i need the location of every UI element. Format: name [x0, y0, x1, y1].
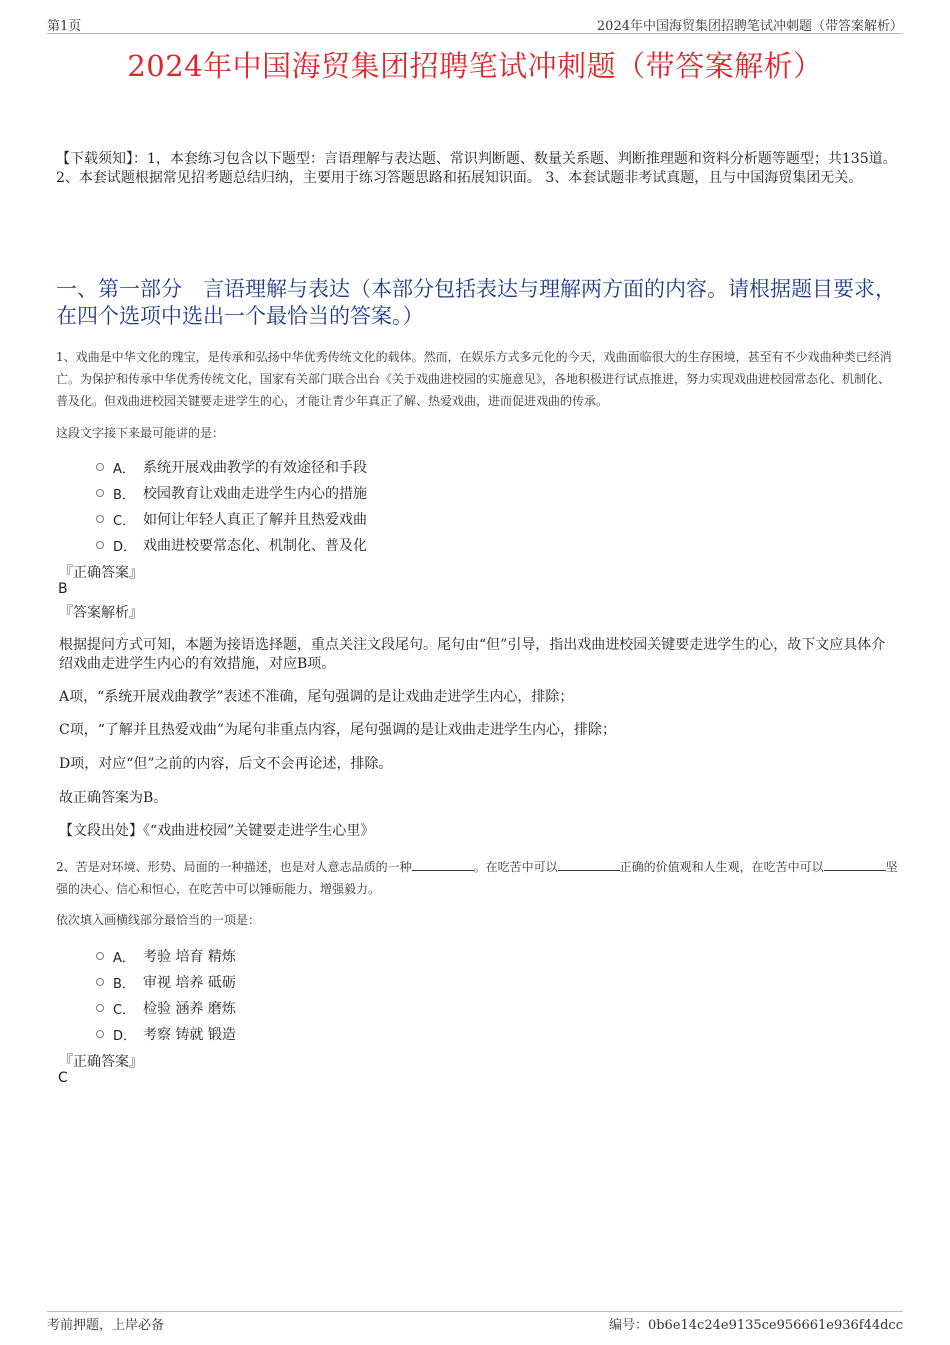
- option-letter: A．: [113, 461, 135, 477]
- fill-blank: [412, 858, 474, 871]
- option-text: 如何让年轻人真正了解并且热爱戏曲: [143, 512, 367, 528]
- document-title: 2024年中国海贸集团招聘笔试冲刺题（带答案解析）: [127, 49, 823, 83]
- source-note: 【文段出处】《“戏曲进校园”关键要走进学生心里》: [59, 823, 375, 839]
- analysis-paragraph: 根据提问方式可知，本题为接语选择题，重点关注文段尾句。尾句由“但”引导，指出戏曲进校园关键要走进学生的心，故下文应具体介绍戏曲走进学生内心的有效措施，对应B项。: [59, 637, 886, 672]
- question-1-option-a[interactable]: [96, 457, 367, 477]
- footer-slogan: 考前押题，上岸必备: [47, 1318, 165, 1333]
- analysis-paragraph: A项，“系统开展戏曲教学”表述不准确，尾句强调的是让戏曲走进学生内心，排除；: [59, 689, 574, 705]
- fill-blank: [558, 858, 620, 871]
- page-number: 第1页: [47, 19, 82, 34]
- stem-text: 坚强的决心、信心和恒心，在吃苦中可以锤砺能力、增强毅力。: [56, 860, 898, 896]
- option-letter: B．: [113, 976, 135, 992]
- option-letter: C．: [113, 1002, 136, 1018]
- option-text: 戏曲进校要常态化、机制化、普及化: [143, 538, 367, 554]
- option-letter: A．: [113, 950, 135, 966]
- radio-icon[interactable]: [96, 463, 104, 471]
- question-1-lead: 这段文字接下来最可能讲的是：: [56, 426, 225, 440]
- option-text: 系统开展戏曲教学的有效途径和手段: [143, 460, 367, 476]
- option-text: 校园教育让戏曲走进学生内心的措施: [143, 486, 367, 502]
- stem-text: 。在吃苦中可以: [473, 860, 558, 874]
- question-1-analysis-label: 『答案解析』: [59, 605, 143, 621]
- analysis-paragraph: D项，对应“但”之前的内容，后文不会再论述，排除。: [59, 756, 393, 772]
- question-2-option-a[interactable]: [96, 946, 236, 966]
- radio-icon[interactable]: [96, 952, 104, 960]
- header-doc-title: 2024年中国海贸集团招聘笔试冲刺题（带答案解析）: [596, 19, 903, 34]
- question-2-option-b[interactable]: [96, 972, 236, 992]
- question-1-stem: 1、戏曲是中华文化的瑰宝，是传承和弘扬中华优秀传统文化的载体。然而，在娱乐方式多元化的今天，戏曲面临很大的生存困境，甚至有不少戏曲种类已经消亡。为保护和传承中华优秀传统文化，国家有关部门联合出台《关于戏曲进校园的实施意见》，各地积极进行试点推进，努力实现戏曲进校园常态化、机制化、普及化。但戏曲进校园关键要走进学生的心，才能让青少年真正了解、热爱戏曲，进而促进戏曲的传承。: [56, 350, 892, 408]
- radio-icon[interactable]: [96, 1004, 104, 1012]
- option-text: 考验 培育 精炼: [143, 949, 236, 965]
- option-text: 检验 涵养 磨炼: [143, 1001, 236, 1017]
- radio-icon[interactable]: [96, 515, 104, 523]
- option-text: 考察 铸就 锻造: [143, 1027, 236, 1043]
- option-letter: D．: [113, 1028, 137, 1044]
- stem-text: 正确的价值观和人生观，在吃苦中可以: [619, 860, 824, 874]
- radio-icon[interactable]: [96, 1030, 104, 1038]
- question-2-stem: [56, 856, 901, 900]
- analysis-paragraph: C项，“了解并且热爱戏曲”为尾句非重点内容，尾句强调的是让戏曲走进学生内心，排除；: [59, 722, 617, 738]
- question-2-answer-label: 『正确答案』: [59, 1054, 143, 1070]
- question-1-option-c[interactable]: [96, 509, 367, 529]
- option-text: 审视 培养 砥砺: [143, 975, 236, 991]
- header-divider: [47, 33, 903, 34]
- footer-divider: [47, 1311, 903, 1312]
- option-letter: D．: [113, 539, 137, 555]
- stem-text: 2、苦是对环境、形势、局面的一种描述，也是对人意志品质的一种: [56, 860, 412, 874]
- radio-icon[interactable]: [96, 541, 104, 549]
- option-letter: B．: [113, 487, 135, 503]
- question-1-option-d[interactable]: [96, 535, 367, 555]
- question-1-answer: B: [58, 581, 68, 597]
- option-letter: C．: [113, 513, 136, 529]
- question-2-lead: 依次填入画横线部分最恰当的一项是：: [56, 913, 261, 927]
- question-2-answer: C: [58, 1070, 68, 1086]
- question-2-option-d[interactable]: [96, 1024, 236, 1044]
- section-heading: 一、第一部分 言语理解与表达（本部分包括表达与理解两方面的内容。请根据题目要求，在四个选项中选出一个最恰当的答案。）: [56, 277, 896, 328]
- footer-serial: 编号：0b6e14c24e9135ce956661e936f44dcc: [608, 1318, 903, 1333]
- download-notice: 【下载须知】：1，本套练习包含以下题型：言语理解与表达题、常识判断题、数量关系题、判断推理题和资料分析题等题型；共135道。 2、本套试题根据常见招考题总结归纳，主要用于练习答题思路和拓展知识面。 3、本套试题非考试真题，且与中国海贸集团无关。: [56, 151, 897, 186]
- radio-icon[interactable]: [96, 489, 104, 497]
- question-1-option-b[interactable]: [96, 483, 367, 503]
- question-1-answer-label: 『正确答案』: [59, 565, 143, 581]
- fill-blank: [824, 858, 886, 871]
- analysis-paragraph: 故正确答案为B。: [59, 790, 168, 806]
- question-2-option-c[interactable]: [96, 998, 236, 1018]
- radio-icon[interactable]: [96, 978, 104, 986]
